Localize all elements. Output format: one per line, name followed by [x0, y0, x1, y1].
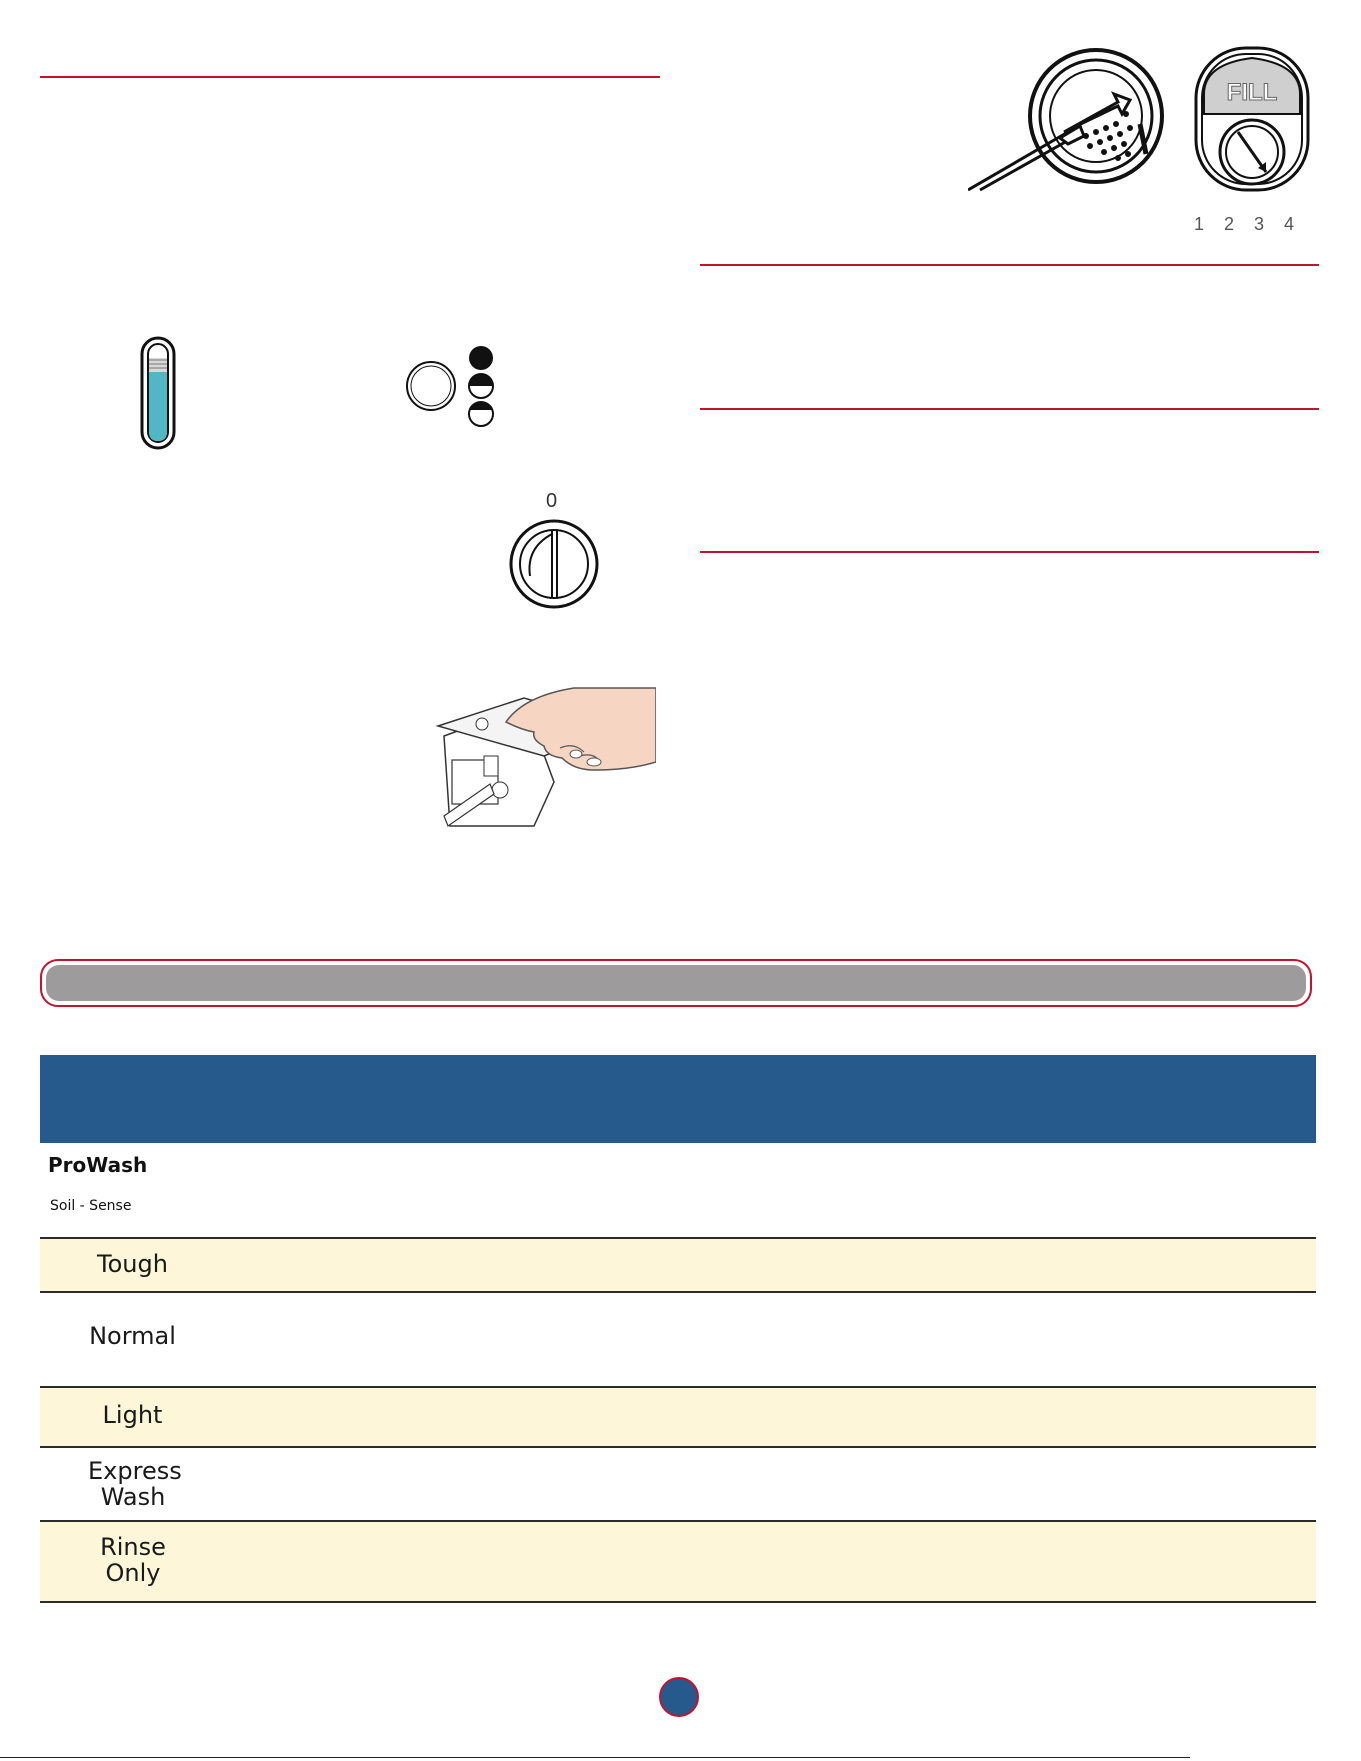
section-banner-fill — [46, 965, 1306, 1001]
rinse-aid-level-tube-icon — [140, 336, 176, 450]
cycle-table-header — [40, 1055, 1316, 1143]
fill-setting-1: 1 — [1193, 214, 1204, 234]
table-row-express-wash — [40, 1448, 1316, 1522]
table-row-tough — [40, 1239, 1316, 1293]
section-divider — [700, 408, 1319, 410]
section-banner — [40, 959, 1312, 1007]
page-bottom-rule — [0, 1757, 1190, 1758]
cycle-label-rinse-only: Rinse Only — [100, 1533, 166, 1587]
dial-mark-zero: 0 — [546, 490, 558, 512]
fill-setting-3: 3 — [1253, 214, 1264, 234]
table-row-prowash — [40, 1143, 1316, 1239]
section-divider — [700, 264, 1319, 266]
table-row-rinse-only — [40, 1522, 1316, 1603]
rinse-aid-indicator-icon — [404, 342, 496, 430]
cycle-label-normal: Normal — [89, 1322, 176, 1350]
page-number-badge — [659, 1677, 699, 1717]
cycle-label-tough: Tough — [97, 1250, 168, 1278]
section-divider — [700, 551, 1319, 553]
cycle-label-express-wash: Express Wash — [88, 1457, 182, 1511]
fill-setting-4: 4 — [1283, 214, 1294, 234]
fill-dial-illustration — [1192, 44, 1312, 194]
section-divider — [40, 76, 660, 78]
fill-setting-scale — [1184, 214, 1304, 235]
table-row-normal — [40, 1293, 1316, 1388]
hand-opening-dispenser-illustration — [434, 686, 656, 828]
cycle-label-light: Light — [102, 1401, 163, 1429]
fill-label: FILL — [1226, 79, 1278, 106]
prowash-brand-label: ProWash — [48, 1153, 148, 1177]
rinse-aid-adjust-illustration — [968, 44, 1168, 194]
soil-sense-label: Soil - Sense — [50, 1198, 132, 1214]
table-row-light — [40, 1388, 1316, 1448]
fill-setting-2: 2 — [1223, 214, 1234, 234]
rinse-aid-cap-icon — [508, 518, 600, 610]
